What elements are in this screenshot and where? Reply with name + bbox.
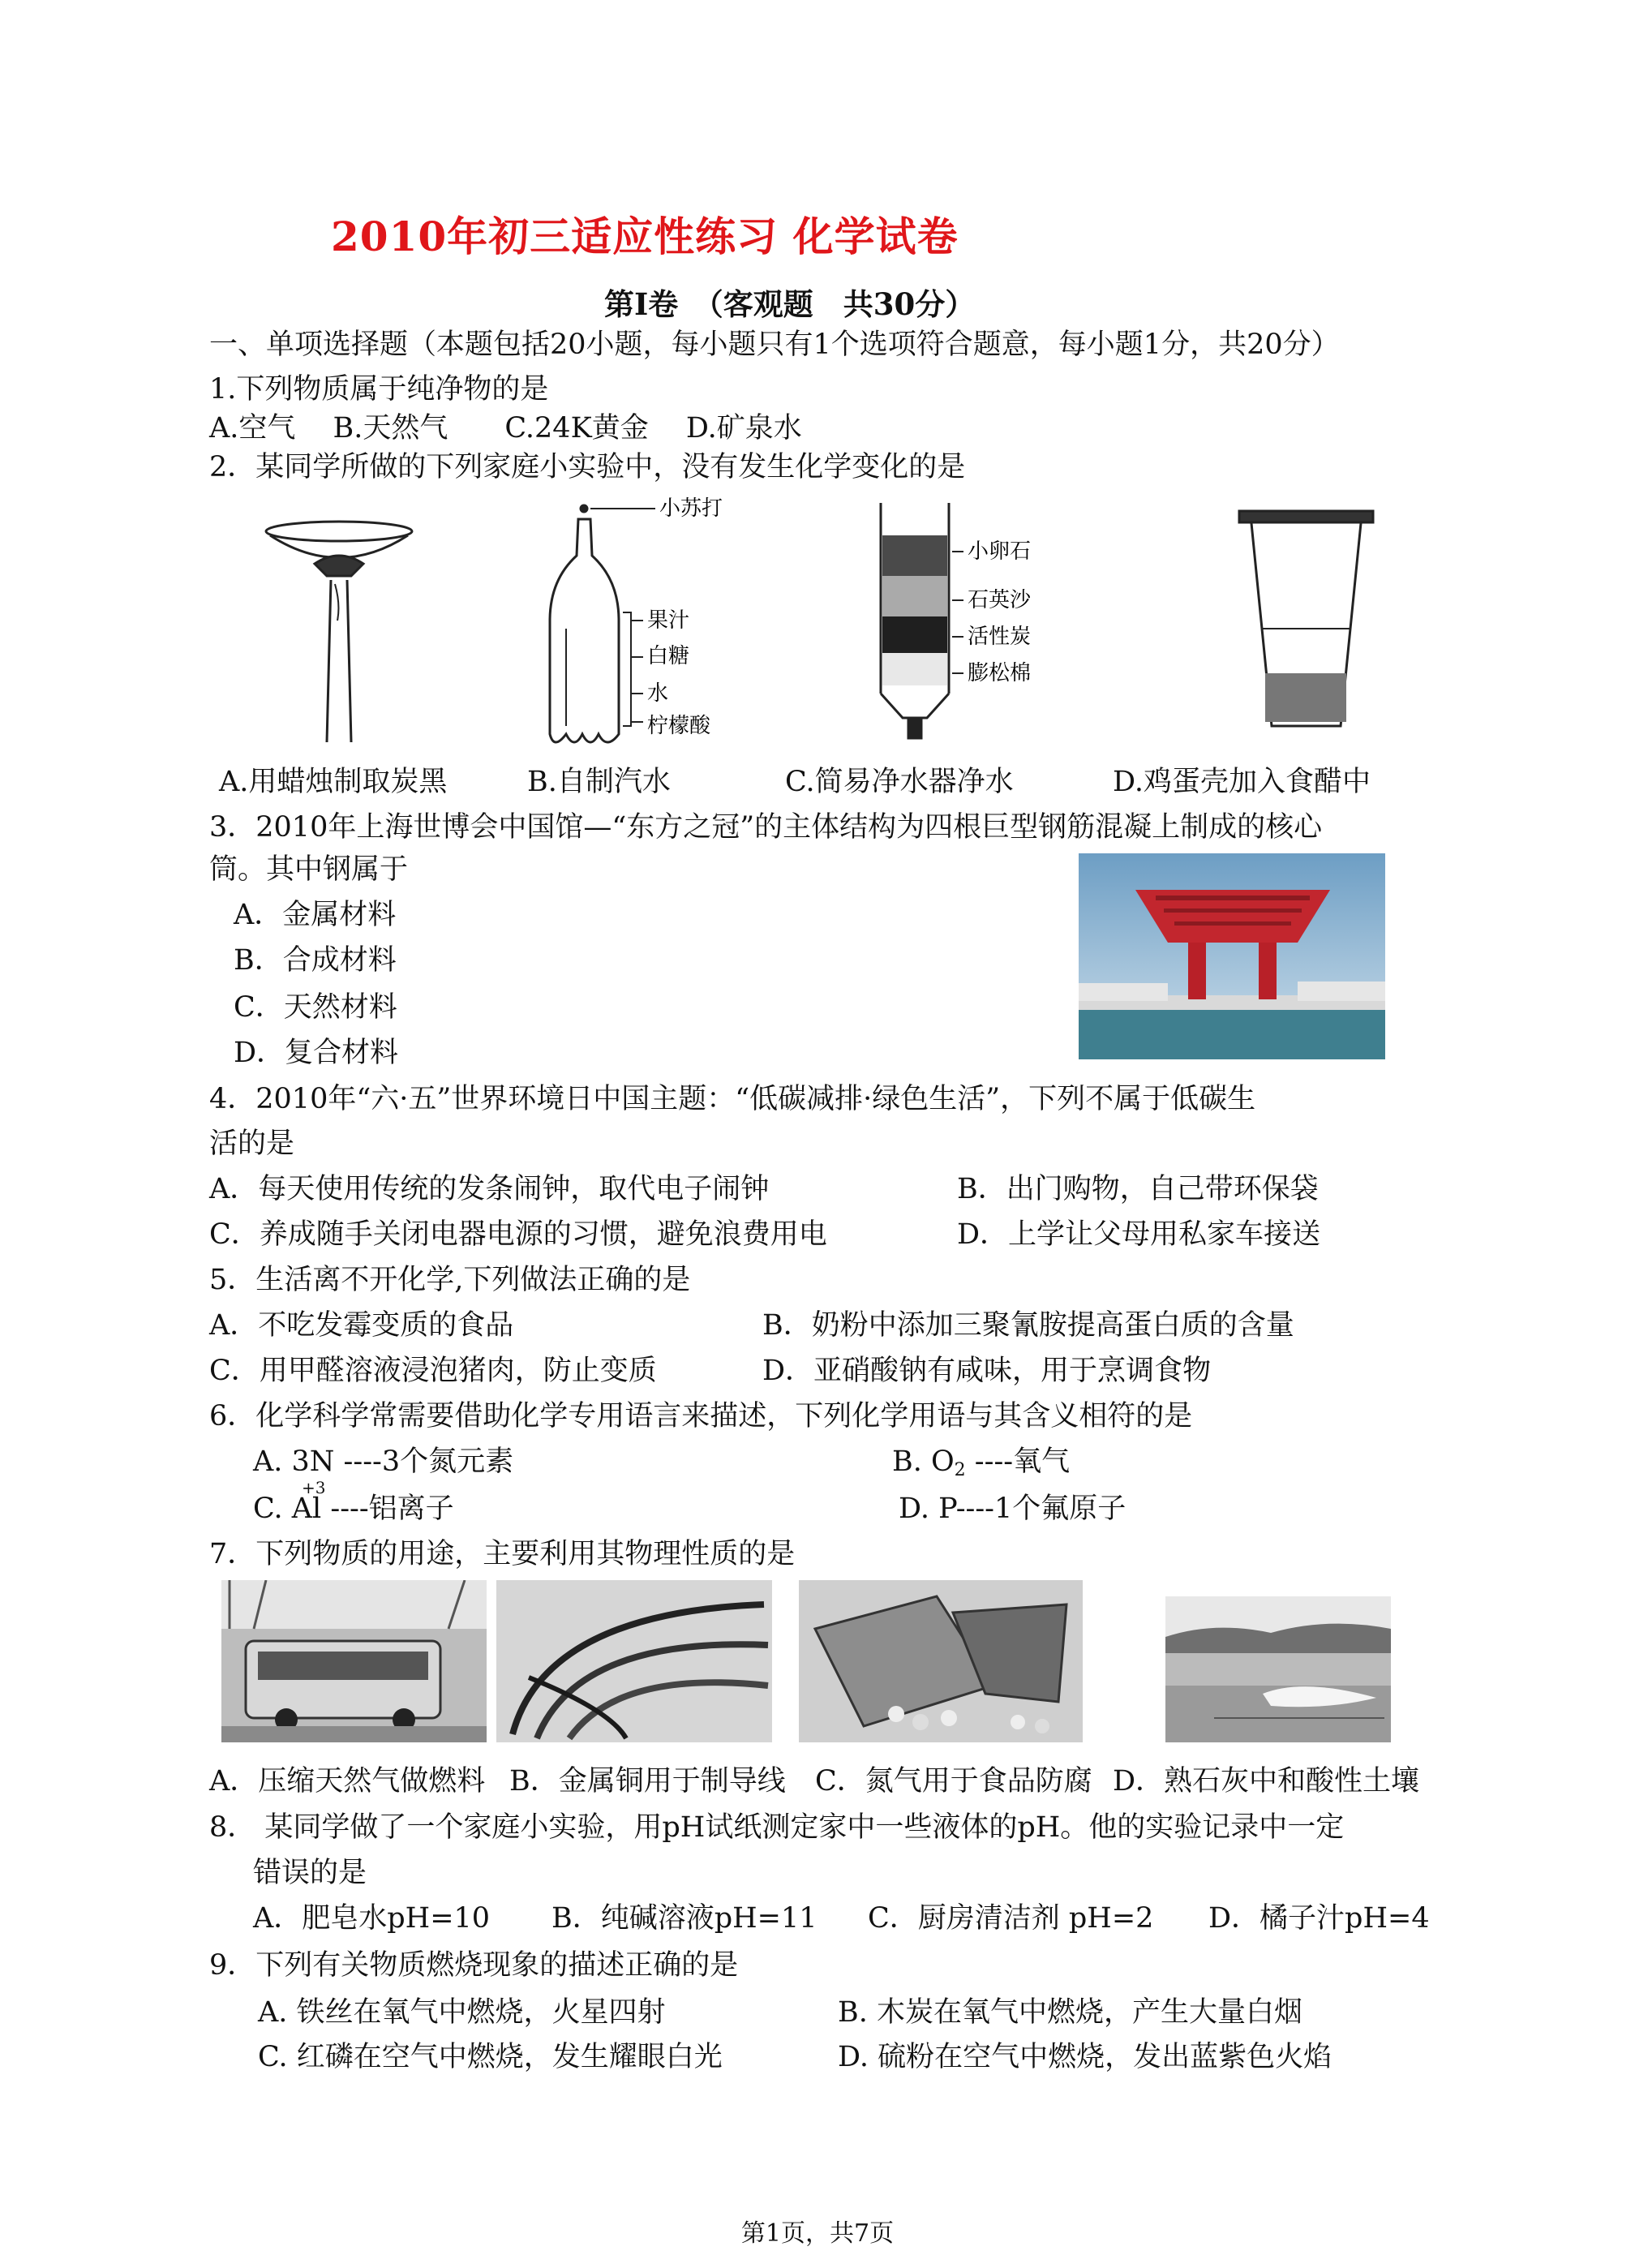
q9-option-a: A. 铁丝在氧气中燃烧，火星四射 — [258, 1996, 666, 2029]
q9-option-d: D. 硫粉在空气中燃烧，发出蓝紫色火焰 — [838, 2041, 1332, 2073]
part1-heading: 一、单项选择题（本题包括20小题，每小题只有1个选项符合题意，每小题1分，共20分） — [209, 329, 1340, 361]
q6-option-a: A. 3N ----3个氮元素 — [253, 1445, 514, 1478]
q9-option-b: B. 木炭在氧气中燃烧，产生大量白烟 — [838, 1996, 1302, 2029]
cup-eggshell-drawing — [1239, 511, 1373, 726]
label-quartz-sand: 石英沙 — [968, 588, 1032, 612]
label-baking-soda: 小苏打 — [659, 496, 723, 521]
label-water: 水 — [647, 681, 669, 706]
candle-dish-drawing — [266, 522, 412, 742]
q4-stem-line1: 4．2010年“六·五”世界环境日中国主题：“低碳减排·绿色生活”，下列不属于低碳生 — [209, 1083, 1256, 1115]
q8-option-a: A．肥皂水pH=10 — [253, 1902, 491, 1935]
q2-option-c: C.简易净水器净水 — [785, 766, 1014, 798]
field-photo — [1165, 1596, 1391, 1742]
bus-photo — [221, 1580, 487, 1742]
q4-option-d: D．上学让父母用私家车接送 — [957, 1218, 1321, 1251]
food-package-photo — [799, 1580, 1083, 1742]
q5-option-d: D．亚硝酸钠有咸味，用于烹调食物 — [762, 1355, 1212, 1387]
q3-option-a: A．金属材料 — [234, 899, 397, 931]
q2-option-d: D.鸡蛋壳加入食醋中 — [1113, 766, 1371, 798]
q5-stem: 5．生活离不开化学,下列做法正确的是 — [209, 1264, 691, 1296]
q2-option-b: B.自制汽水 — [527, 766, 671, 798]
q4-stem-line2: 活的是 — [209, 1128, 295, 1160]
section-title: 第Ⅰ卷 （客观题 共30分） — [604, 286, 976, 322]
bottle-drawing — [550, 505, 655, 742]
exam-title: 2010年初三适应性练习 化学试卷 — [331, 213, 959, 260]
label-citric-acid: 柠檬酸 — [647, 714, 711, 738]
q3-option-b: B．合成材料 — [234, 944, 397, 977]
q2-option-a: A.用蜡烛制取炭黑 — [219, 766, 448, 798]
q2-apparatus-figure — [209, 491, 1393, 758]
q3-option-c: C．天然材料 — [234, 991, 397, 1024]
q8-stem-line2: 错误的是 — [253, 1857, 367, 1889]
q7-option-a: A．压缩天然气做燃料 — [209, 1765, 486, 1798]
q8-option-b: B．纯碱溶液pH=11 — [551, 1902, 818, 1935]
q7-option-b: B．金属铜用于制导线 — [509, 1765, 786, 1798]
q7-option-d: D．熟石灰中和酸性土壤 — [1113, 1765, 1420, 1798]
q5-option-b: B．奶粉中添加三聚氰胺提高蛋白质的含量 — [762, 1309, 1294, 1342]
q6-charge-superscript: +3 — [302, 1478, 326, 1497]
q1-options: A.空气 B.天然气 C.24K黄金 D.矿泉水 — [209, 412, 802, 445]
q3-stem-line2: 筒。其中钢属于 — [209, 853, 409, 886]
q7-stem: 7．下列物质的用途，主要利用其物理性质的是 — [209, 1538, 796, 1570]
q6-option-c: C. Al ----铝离子 — [253, 1493, 454, 1525]
label-activated-carbon: 活性炭 — [968, 625, 1032, 649]
q6-stem: 6．化学科学常需要借助化学专用语言来描述，下列化学用语与其含义相符的是 — [209, 1400, 1193, 1433]
label-sugar: 白糖 — [647, 644, 690, 668]
q3-stem-line1: 3．2010年上海世博会中国馆—“东方之冠”的主体结构为四根巨型钢筋混凝上制成的核心 — [209, 811, 1323, 844]
page-footer: 第1页，共7页 — [740, 2219, 895, 2248]
q9-option-c: C. 红磷在空气中燃烧，发生耀眼白光 — [258, 2041, 723, 2073]
copper-wire-photo — [496, 1580, 772, 1742]
china-pavilion-photo — [1079, 853, 1385, 1059]
label-juice: 果汁 — [647, 608, 690, 633]
label-pebble: 小卵石 — [968, 539, 1032, 564]
water-filter-drawing — [881, 503, 963, 738]
label-cotton: 膨松棉 — [968, 661, 1032, 685]
q7-option-c: C．氮气用于食品防腐 — [815, 1765, 1092, 1798]
q8-option-c: C．厨房清洁剂 pH=2 — [868, 1902, 1154, 1935]
q8-option-d: D．橘子汁pH=4 — [1208, 1902, 1430, 1935]
q6-option-d: D. P----1个氟原子 — [899, 1493, 1126, 1525]
q9-stem: 9．下列有关物质燃烧现象的描述正确的是 — [209, 1949, 739, 1982]
q6-option-b: B. $O_2$ ----氧气 — [892, 1445, 1071, 1480]
q4-option-a: A．每天使用传统的发条闹钟，取代电子闹钟 — [209, 1173, 770, 1205]
q3-option-d: D．复合材料 — [234, 1037, 399, 1069]
q1-stem: 1.下列物质属于纯净物的是 — [209, 373, 549, 406]
q4-option-c: C．养成随手关闭电器电源的习惯，避免浪费用电 — [209, 1218, 827, 1251]
q2-stem: 2．某同学所做的下列家庭小实验中，没有发生化学变化的是 — [209, 451, 966, 483]
q8-stem-line1: 8． 某同学做了一个家庭小实验，用pH试纸测定家中一些液体的pH。他的实验记录中一定 — [209, 1811, 1345, 1844]
q5-option-c: C．用甲醛溶液浸泡猪肉，防止变质 — [209, 1355, 657, 1387]
q5-option-a: A．不吃发霉变质的食品 — [209, 1309, 514, 1342]
q4-option-b: B．出门购物，自己带环保袋 — [957, 1173, 1319, 1205]
